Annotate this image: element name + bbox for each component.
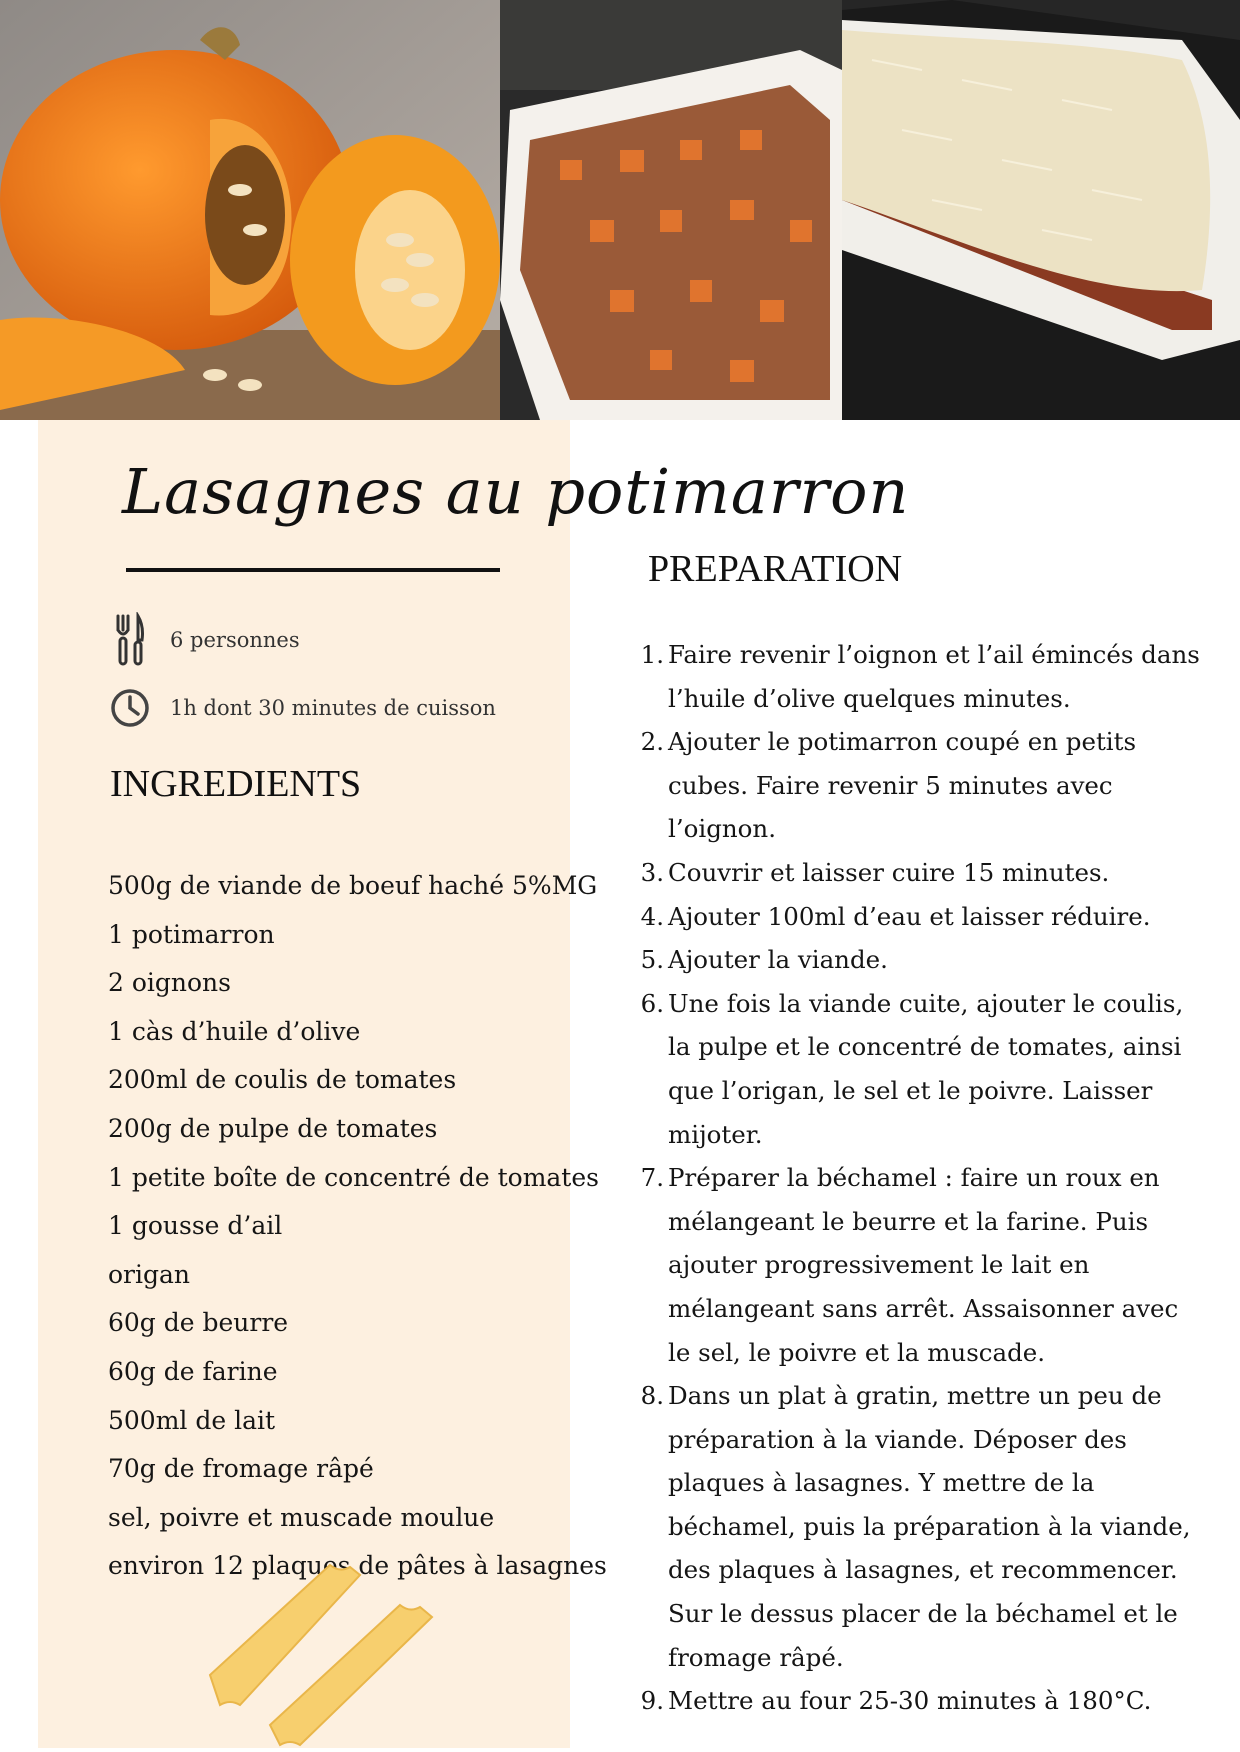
ingredient-item: sel, poivre et muscade moulue xyxy=(108,1502,495,1532)
ingredient-item: 2 oignons xyxy=(108,968,231,998)
step-number: 1. xyxy=(640,640,664,669)
step-text: Ajouter le potimarron coupé en petits cubes. Faire revenir 5 minutes avec l’oignon. xyxy=(668,727,1137,844)
ingredient-item: 1 potimarron xyxy=(108,919,275,949)
preparation-step xyxy=(630,633,1200,720)
step-text: Faire revenir l’oignon et l’ail émincés dans l’huile d’olive quelques minutes. xyxy=(668,640,1200,713)
photo-strip xyxy=(0,0,1240,420)
time-info xyxy=(108,680,496,736)
ingredient-item: 60g de beurre xyxy=(108,1308,289,1338)
step-text: Couvrir et laisser cuire 15 minutes. xyxy=(668,857,1110,887)
preparation-step xyxy=(630,982,1200,1156)
step-text: Mettre au four 25-30 minutes à 180°C. xyxy=(668,1686,1152,1716)
ingredient-item: 200ml de coulis de tomates xyxy=(108,1065,457,1095)
clock-icon xyxy=(108,680,152,736)
preparation-step xyxy=(630,1374,1200,1679)
preparation-step xyxy=(630,938,1200,982)
step-text: Ajouter la viande. xyxy=(668,945,888,975)
fork-knife-icon xyxy=(108,612,152,668)
step-number: 4. xyxy=(640,901,664,931)
step-text: Préparer la béchamel : faire un roux en mélangeant le beurre et la farine. Puis ajouter progressivement le lait en mélangeant sans arrêt. Assaisonner avec le sel, le poivre et la muscade. xyxy=(668,1163,1179,1367)
step-number: 9. xyxy=(640,1686,664,1716)
step-number: 7. xyxy=(640,1163,664,1193)
step-text: Une fois la viande cuite, ajouter le coulis, la pulpe et le concentré de tomates, ainsi que l’origan, le sel et le poivre. Laisser mijoter. xyxy=(668,988,1184,1149)
step-number: 2. xyxy=(640,727,664,757)
ingredient-item: environ 12 plaques de pâtes à lasagnes xyxy=(108,1551,607,1581)
lasagna-sheets-illustration xyxy=(200,1555,460,1748)
title-underline xyxy=(126,568,500,572)
preparation-heading: PREPARATION xyxy=(648,548,903,590)
ingredient-item: 1 petite boîte de concentré de tomates xyxy=(108,1162,599,1192)
step-number: 6. xyxy=(640,988,664,1018)
ingredient-item: 70g de fromage râpé xyxy=(108,1454,374,1484)
time-text: 1h dont 30 minutes de cuisson xyxy=(170,696,496,720)
ingredients-heading: INGREDIENTS xyxy=(110,763,362,805)
preparation-step xyxy=(630,720,1200,851)
step-number: 5. xyxy=(640,945,664,975)
servings-info xyxy=(108,612,300,668)
ingredient-item: origan xyxy=(108,1259,191,1289)
ingredient-item: 200g de pulpe de tomates xyxy=(108,1113,438,1143)
preparation-step xyxy=(630,1679,1200,1723)
step-number: 3. xyxy=(640,857,664,887)
ingredient-item: 500g de viande de boeuf haché 5%MG xyxy=(108,871,598,900)
step-number: 8. xyxy=(640,1381,664,1411)
preparation-step xyxy=(630,895,1200,939)
preparation-step xyxy=(630,851,1200,895)
preparation-step xyxy=(630,1156,1200,1374)
meat-pumpkin-dish-photo xyxy=(500,0,842,420)
ingredient-item: 1 càs d’huile d’olive xyxy=(108,1016,361,1046)
ingredient-item: 500ml de lait xyxy=(108,1405,276,1435)
ingredients-list xyxy=(108,862,607,1591)
recipe-title: Lasagnes au potimarron xyxy=(122,455,910,528)
servings-text: 6 personnes xyxy=(170,628,300,652)
step-text: Ajouter 100ml d’eau et laisser réduire. xyxy=(668,901,1151,931)
ingredient-item: 60g de farine xyxy=(108,1356,278,1386)
ingredient-item: 1 gousse d’ail xyxy=(108,1211,283,1241)
preparation-steps xyxy=(630,633,1200,1723)
step-text: Dans un plat à gratin, mettre un peu de préparation à la viande. Déposer des plaques à lasagnes. Y mettre de la béchamel, puis la préparation à la viande, des plaques à lasagnes, et recommencer. Sur le dessus placer de la béchamel et le fromage râpé. xyxy=(668,1381,1191,1672)
cheese-topped-dish-photo xyxy=(842,0,1240,420)
pumpkin-photo xyxy=(0,0,500,420)
